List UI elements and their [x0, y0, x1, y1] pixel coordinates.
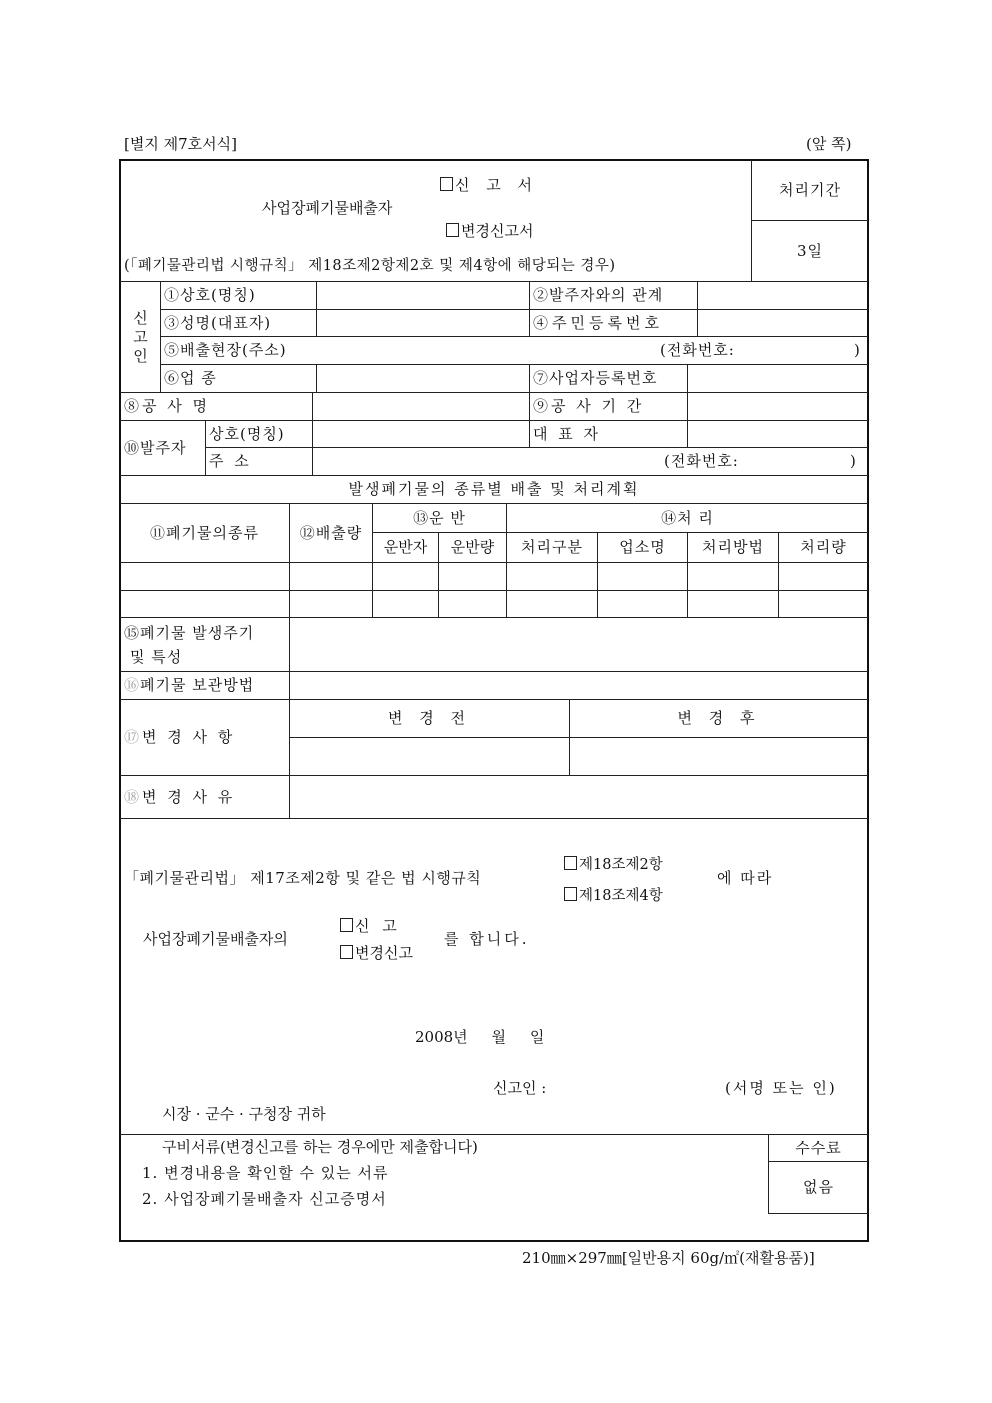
name-field[interactable] [317, 310, 529, 336]
resident-no-field[interactable] [698, 310, 868, 336]
option-change-label: 변경신고서 [461, 222, 534, 240]
page-side: (앞 쪽) [806, 135, 852, 153]
reason-field[interactable] [290, 776, 868, 818]
report-checkbox-2[interactable] [340, 918, 353, 932]
option-change-2[interactable] [340, 945, 413, 961]
attachment-item: 1. 변경내용을 확인할 수 있는 서류 [142, 1164, 389, 1182]
resident-no-label: ④주민등록번호 [533, 313, 663, 332]
fee-value: 없음 [803, 1178, 834, 1196]
orderer-address-label: 주 소 [209, 452, 252, 470]
change-checkbox-2[interactable] [340, 945, 353, 959]
declaration-line1: 「폐기물관리법」 제17조제2항 및 같은 법 시행규칙 [124, 869, 482, 887]
signer-label: 신고인 : [493, 1079, 547, 1097]
signer-field[interactable] [570, 1076, 720, 1098]
storage-field[interactable] [290, 672, 868, 699]
orderer-phone-close: ) [850, 452, 857, 470]
report-label-2: 신 고 [355, 917, 401, 935]
reporter-group-char: 신 [133, 308, 148, 327]
addressee: 시장 · 군수 · 구청장 귀하 [162, 1105, 326, 1123]
orderer-address-field[interactable] [313, 448, 868, 475]
construction-period-field[interactable] [688, 393, 868, 420]
waste-plan-title: 발생폐기물의 종류별 배출 및 처리계획 [348, 480, 640, 498]
construction-period-label: ⑨공 사 기 간 [533, 397, 645, 415]
col-waste-type: ⑪폐기물의종류 [150, 523, 259, 542]
article2-checkbox[interactable] [564, 856, 577, 870]
before-header: 변 경 전 [387, 709, 471, 727]
col-amount: ⑫배출량 [299, 523, 363, 542]
before-field[interactable] [290, 738, 569, 775]
col-method: 처리방법 [702, 538, 764, 556]
business-type-field[interactable] [317, 365, 529, 392]
orderer-representative-field[interactable] [688, 421, 868, 447]
site-address-label: ⑤배출현장(주소) [164, 341, 287, 359]
after-field[interactable] [570, 738, 868, 775]
article4-checkbox[interactable] [564, 887, 577, 901]
col-transport-amount: 운반량 [450, 538, 495, 556]
option-report-2[interactable] [340, 918, 401, 934]
processing-period-value: 3일 [796, 241, 824, 260]
option-report[interactable] [440, 177, 538, 193]
col-treatment: ⑭처 리 [661, 508, 714, 527]
col-treatment-amount: 처리량 [800, 538, 847, 556]
change-checkbox[interactable] [446, 223, 459, 237]
article4-label: 제18조제4항 [579, 888, 663, 904]
col-transport: ⑬운 반 [413, 508, 466, 527]
col-company: 업소명 [619, 538, 666, 556]
storage-label [124, 672, 254, 699]
form-id: [별지 제7호서식] [124, 135, 237, 153]
processing-period-label: 처리기간 [779, 181, 841, 199]
option-report-label: 신 고 서 [455, 176, 539, 194]
cycle-field[interactable] [290, 618, 868, 671]
change-num: ⑰ [124, 728, 143, 746]
reporter-group-char: 고 [133, 327, 148, 346]
paper-spec: 210㎜×297㎜[일반용지 60g/㎡(재활용품)] [522, 1249, 815, 1267]
construction-name-field[interactable] [313, 393, 529, 420]
cycle-label: ⑮폐기물 발생주기 [124, 624, 255, 642]
storage-num: ⑯ [124, 676, 141, 694]
orderer-trade-name-field[interactable] [313, 421, 529, 447]
declaration-according: 에 따라 [717, 869, 774, 887]
attachments-title: 구비서류(변경신고를 하는 경우에만 제출합니다) [162, 1138, 478, 1156]
change-label-2: 변경신고 [355, 944, 413, 962]
orderer-trade-name-label: 상호(명칭) [209, 424, 285, 443]
fee-label: 수수료 [795, 1138, 842, 1157]
name-label: ③성명(대표자) [164, 313, 272, 332]
declaration-do: 를 합니다. [444, 930, 530, 948]
orderer-phone-label: (전화번호: [664, 452, 739, 470]
reporter-group-char: 인 [133, 346, 148, 365]
construction-name-label: ⑧공 사 명 [124, 397, 211, 415]
change-label [124, 700, 235, 775]
change-text: 변 경 사 항 [142, 728, 236, 746]
signature-label: (서명 또는 인) [725, 1079, 837, 1097]
reason-label [124, 776, 235, 818]
col-transporter: 운반자 [383, 538, 428, 556]
relation-label: ②발주자와의 관계 [533, 286, 664, 304]
table-row[interactable] [120, 563, 868, 590]
article2-label: 제18조제2항 [579, 857, 663, 873]
site-address-field[interactable] [317, 337, 868, 364]
declaration-line2: 사업장폐기물배출자의 [143, 930, 288, 948]
storage-text: 폐기물 보관방법 [140, 676, 255, 694]
orderer-group-label: ⑩발주자 [124, 438, 187, 457]
orderer-representative-label: 대 표 자 [533, 424, 602, 443]
reason-text: 변 경 사 유 [142, 787, 236, 806]
cycle-label-2: 및 특성 [130, 648, 183, 666]
report-checkbox[interactable] [440, 177, 453, 191]
site-phone-label: (전화번호: [660, 341, 735, 359]
reason-num: ⑱ [124, 787, 143, 806]
site-phone-close: ) [854, 341, 861, 359]
after-header: 변 경 후 [677, 709, 761, 727]
attachment-item: 2. 사업장폐기물배출자 신고증명서 [142, 1190, 387, 1208]
form-subtitle: (「폐기물관리법 시행규칙」 제18조제2항제2호 및 제4항에 해당되는 경우) [124, 258, 616, 274]
relation-field[interactable] [698, 282, 868, 309]
option-article2[interactable] [564, 856, 663, 873]
business-reg-field[interactable] [688, 365, 868, 392]
date-line[interactable]: 2008년 월 일 [415, 1028, 545, 1046]
option-article4[interactable] [564, 887, 663, 904]
option-change[interactable] [446, 223, 533, 239]
reporter-group-label [121, 282, 160, 392]
trade-name-field[interactable] [317, 282, 529, 309]
trade-name-label: ①상호(명칭) [164, 286, 256, 304]
business-reg-label: ⑦사업자등록번호 [533, 369, 658, 387]
business-type-label: ⑥업 종 [164, 369, 217, 387]
col-treatment-type: 처리구분 [521, 538, 583, 556]
table-row[interactable] [120, 591, 868, 617]
form-title: 사업장폐기물배출자 [262, 199, 393, 217]
